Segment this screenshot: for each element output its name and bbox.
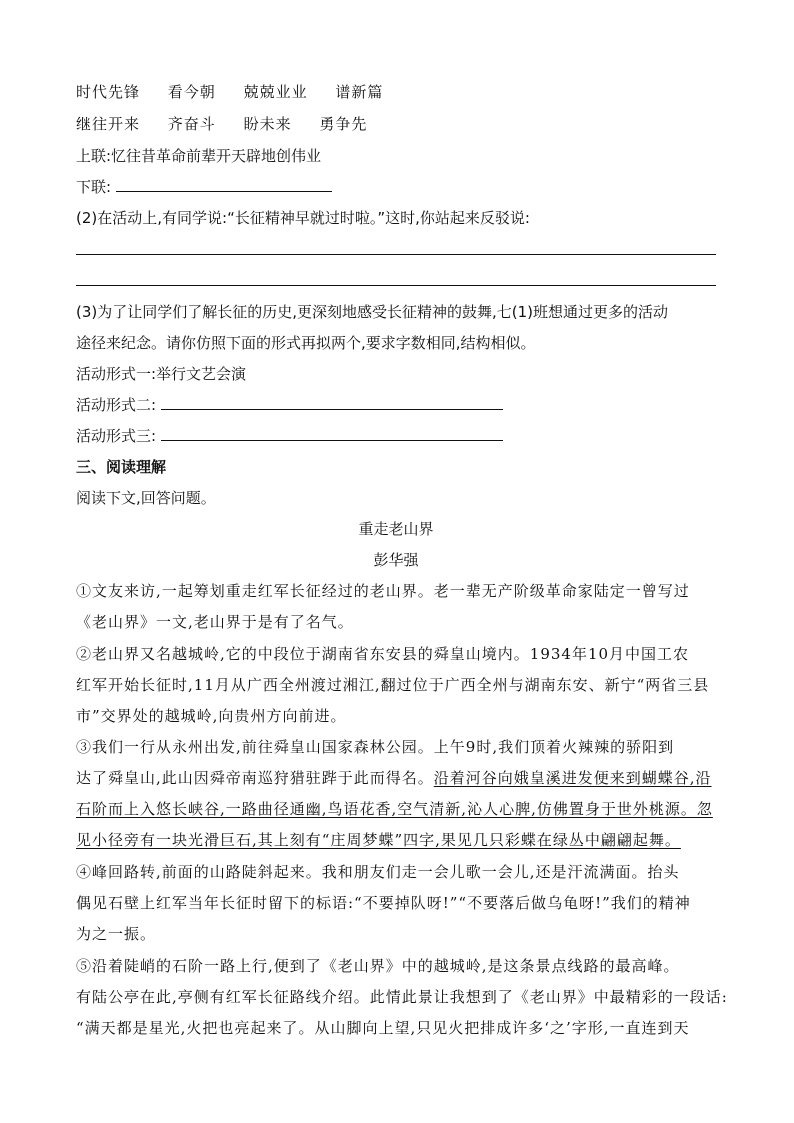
couplet-phrase: 看今朝 xyxy=(167,83,216,101)
section-heading: 三、阅读理解 xyxy=(76,458,167,476)
underlined-passage: 石阶而上入悠长峡谷,一路曲径通幽,鸟语花香,空气清新,沁人心脾,仿佛置身于世外桃源。忽 xyxy=(76,800,713,818)
question-3-line-2: 途径来纪念。请你仿照下面的形式再拟两个,要求字数相同,结构相似。 xyxy=(76,334,536,352)
paragraph-4-line: 为之一振。 xyxy=(76,925,157,943)
paragraph-5-line: “满天都是星光,火把也亮起来了。从山脚向上望,只见火把排成许多‘之’字形,一直连到天 xyxy=(76,1019,690,1037)
paragraph-3-plain-text: 达了舜皇山,此山因舜帝南巡狩猎驻跸于此而得名。 xyxy=(76,769,434,787)
activity-form-1: 活动形式一:举行文艺会演 xyxy=(76,365,247,383)
couplet-phrase: 兢兢业业 xyxy=(243,83,308,101)
section-instruction: 阅读下文,回答问题。 xyxy=(76,489,216,507)
activity-form-3-label: 活动形式三: xyxy=(76,427,157,445)
activity-form-3 xyxy=(76,426,716,446)
paragraph-2-line: 市”交界处的越城岭,向贵州方向前进。 xyxy=(76,707,347,725)
couplet-row-1 xyxy=(76,82,716,102)
couplet-phrase: 勇争先 xyxy=(319,115,368,133)
couplet-phrase: 齐奋斗 xyxy=(167,115,216,133)
underlined-passage: 沿着河谷向娥皇溪进发便来到蝴蝶谷,沿 xyxy=(433,769,712,787)
paragraph-4-line: ④峰回路转,前面的山路陡斜起来。我和朋友们走一会儿歌一会儿,还是汗流满面。抬头 xyxy=(76,863,680,881)
paragraph-3-line: ③我们一行从永州出发,前往舜皇山国家森林公园。上午9时,我们顶着火辣辣的骄阳到 xyxy=(76,738,675,756)
couplet-phrase: 继往开来 xyxy=(76,115,141,133)
activity-form-2-label: 活动形式二: xyxy=(76,396,157,414)
question-3-line-1: (3)为了让同学们了解长征的历史,更深刻地感受长征精神的鼓舞,七(1)班想通过更多的活动 xyxy=(76,303,669,321)
article-author: 彭华强 xyxy=(373,551,419,569)
underlined-passage: 见小径旁有一块光滑巨石,其上刻有“庄周梦蝶”四字,果见几只彩蝶在绿丛中翩翩起舞。 xyxy=(76,831,681,849)
lower-couplet-line xyxy=(76,177,716,197)
lower-couplet-label: 下联: xyxy=(76,178,112,196)
paragraph-3-line xyxy=(76,768,716,788)
paragraph-2-line: 红军开始长征时,11月从广西全州渡过湘江,翻过位于广西全州与湖南东安、新宁“两省三县 xyxy=(76,676,710,694)
paragraph-2-line: ②老山界又名越城岭,它的中段位于湖南省东安县的舜皇山境内。1934年10月中国工农 xyxy=(76,645,690,663)
couplet-phrase: 盼未来 xyxy=(243,115,292,133)
paragraph-1-line: ①文友来访,一起筹划重走红军长征经过的老山界。老一辈无产阶级革命家陆定一曾写过 xyxy=(76,582,690,600)
lower-couplet-answer-blank[interactable] xyxy=(116,177,332,192)
answer-line-2[interactable] xyxy=(76,285,716,286)
paragraph-5-line: 有陆公亭在此,亭侧有红军长征路线介绍。此情此景让我想到了《老山界》中最精彩的一段话: xyxy=(76,988,728,1006)
paragraph-4-line: 偶见石壁上红军当年长征时留下的标语:“不要掉队呀!”“不要落后做乌龟呀!”我们的精神 xyxy=(76,894,691,912)
article-title: 重走老山界 xyxy=(358,520,434,538)
couplet-row-2 xyxy=(76,114,716,134)
question-2-text: (2)在活动上,有同学说:“长征精神早就过时啦。”这时,你站起来反驳说: xyxy=(76,209,530,227)
answer-line-1[interactable] xyxy=(76,254,716,255)
couplet-phrase: 谱新篇 xyxy=(335,83,384,101)
activity-form-3-blank[interactable] xyxy=(161,426,503,441)
couplet-phrase: 时代先锋 xyxy=(76,83,141,101)
upper-couplet-line: 上联:忆往昔革命前辈开天辟地创伟业 xyxy=(76,147,322,165)
paragraph-1-line: 《老山界》一文,老山界于是有了名气。 xyxy=(76,613,354,631)
activity-form-2 xyxy=(76,395,716,415)
activity-form-2-blank[interactable] xyxy=(161,395,503,410)
paragraph-5-line: ⑤沿着陡峭的石阶一路上行,便到了《老山界》中的越城岭,是这条景点线路的最高峰。 xyxy=(76,957,680,975)
